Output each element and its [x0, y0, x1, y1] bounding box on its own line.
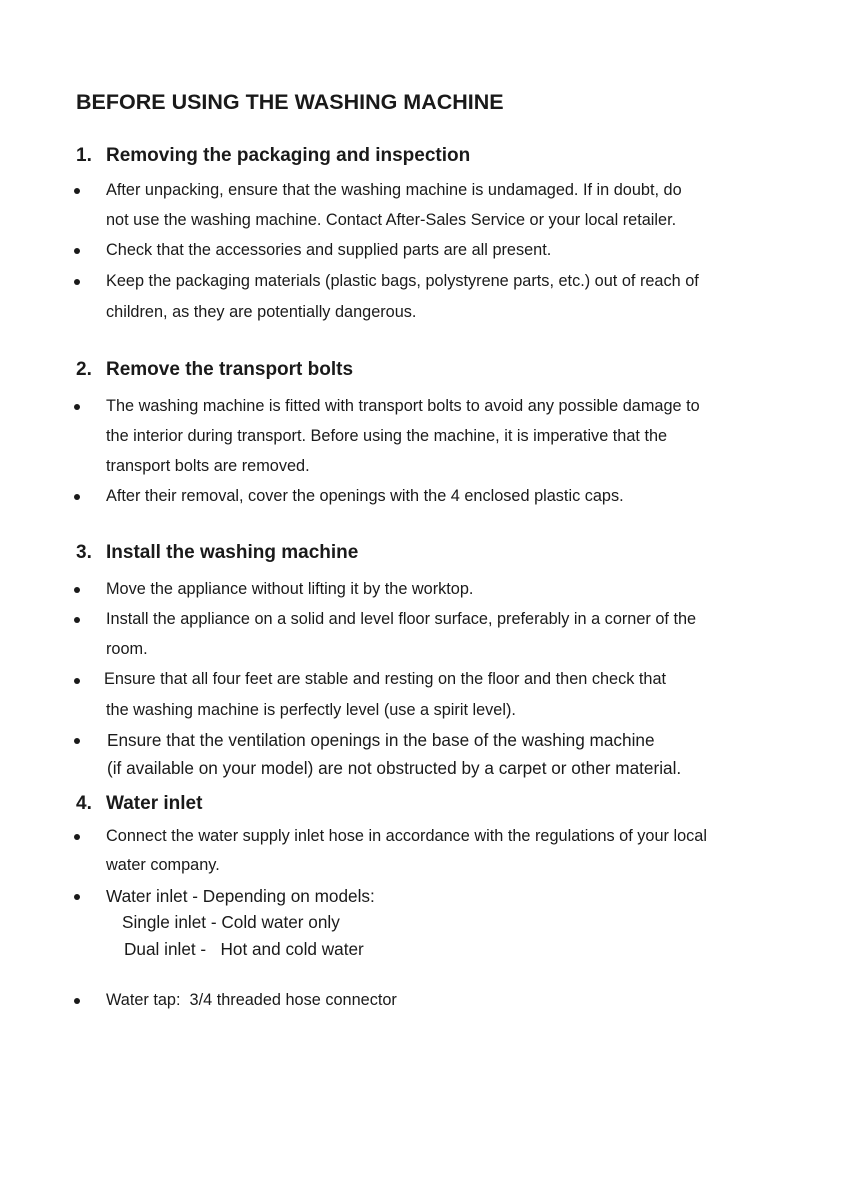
bullet-line: Water inlet - Depending on models:: [106, 886, 375, 906]
bullet-line: Single inlet - Cold water only: [122, 912, 340, 932]
bullet-line: children, as they are potentially dangerous.: [106, 303, 417, 321]
bullet-icon: [74, 678, 80, 684]
section-heading-3: [76, 542, 358, 564]
bullet-icon: [74, 279, 80, 285]
bullet-line: the interior during transport. Before using the machine, it is imperative that the: [106, 427, 668, 445]
bullet-line: transport bolts are removed.: [106, 457, 310, 475]
bullet-icon: [74, 188, 80, 194]
section-title: Water inlet: [106, 793, 203, 814]
bullet-icon: [74, 894, 80, 900]
bullet-icon: [74, 617, 80, 623]
section-title: Remove the transport bolts: [106, 359, 354, 380]
bullet-line: Move the appliance without lifting it by the worktop.: [106, 580, 474, 598]
bullet-icon: [74, 494, 80, 500]
section-heading-4: [76, 793, 202, 815]
section-number: 4.: [76, 793, 92, 814]
bullet-line: Ensure that all four feet are stable and resting on the floor and then check that: [104, 670, 667, 688]
bullet-icon: [74, 248, 80, 254]
bullet-line: Keep the packaging materials (plastic bags, polystyrene parts, etc.) out of reach of: [106, 272, 699, 290]
bullet-line: After their removal, cover the openings with the 4 enclosed plastic caps.: [106, 487, 624, 505]
section-number: 1.: [76, 145, 92, 166]
bullet-icon: [74, 834, 80, 840]
bullet-line: After unpacking, ensure that the washing machine is undamaged. If in doubt, do: [106, 181, 682, 199]
bullet-line: Water tap: 3/4 threaded hose connector: [106, 991, 397, 1009]
bullet-line: Connect the water supply inlet hose in accordance with the regulations of your local: [106, 827, 707, 845]
bullet-line: Ensure that the ventilation openings in the base of the washing machine: [107, 730, 655, 750]
bullet-icon: [74, 404, 80, 410]
section-title: Removing the packaging and inspection: [106, 145, 471, 166]
bullet-line: the washing machine is perfectly level (use a spirit level).: [106, 701, 516, 719]
bullet-line: not use the washing machine. Contact After-Sales Service or your local retailer.: [106, 211, 677, 229]
bullet-line: room.: [106, 640, 148, 658]
section-heading-1: [76, 145, 470, 167]
bullet-line: (if available on your model) are not obstructed by a carpet or other material.: [107, 758, 682, 778]
section-number: 3.: [76, 542, 92, 563]
bullet-line: The washing machine is fitted with transport bolts to avoid any possible damage to: [106, 397, 700, 415]
section-heading-2: [76, 359, 353, 381]
bullet-icon: [74, 738, 80, 744]
bullet-icon: [74, 587, 80, 593]
section-number: 2.: [76, 359, 92, 380]
section-title: Install the washing machine: [106, 542, 359, 563]
bullet-line: Dual inlet - Hot and cold water: [124, 939, 364, 959]
bullet-line: Check that the accessories and supplied parts are all present.: [106, 241, 552, 259]
page-title: BEFORE USING THE WASHING MACHINE: [76, 90, 504, 114]
bullet-line: Install the appliance on a solid and level floor surface, preferably in a corner of the: [106, 610, 697, 628]
bullet-line: water company.: [106, 856, 220, 874]
bullet-icon: [74, 998, 80, 1004]
